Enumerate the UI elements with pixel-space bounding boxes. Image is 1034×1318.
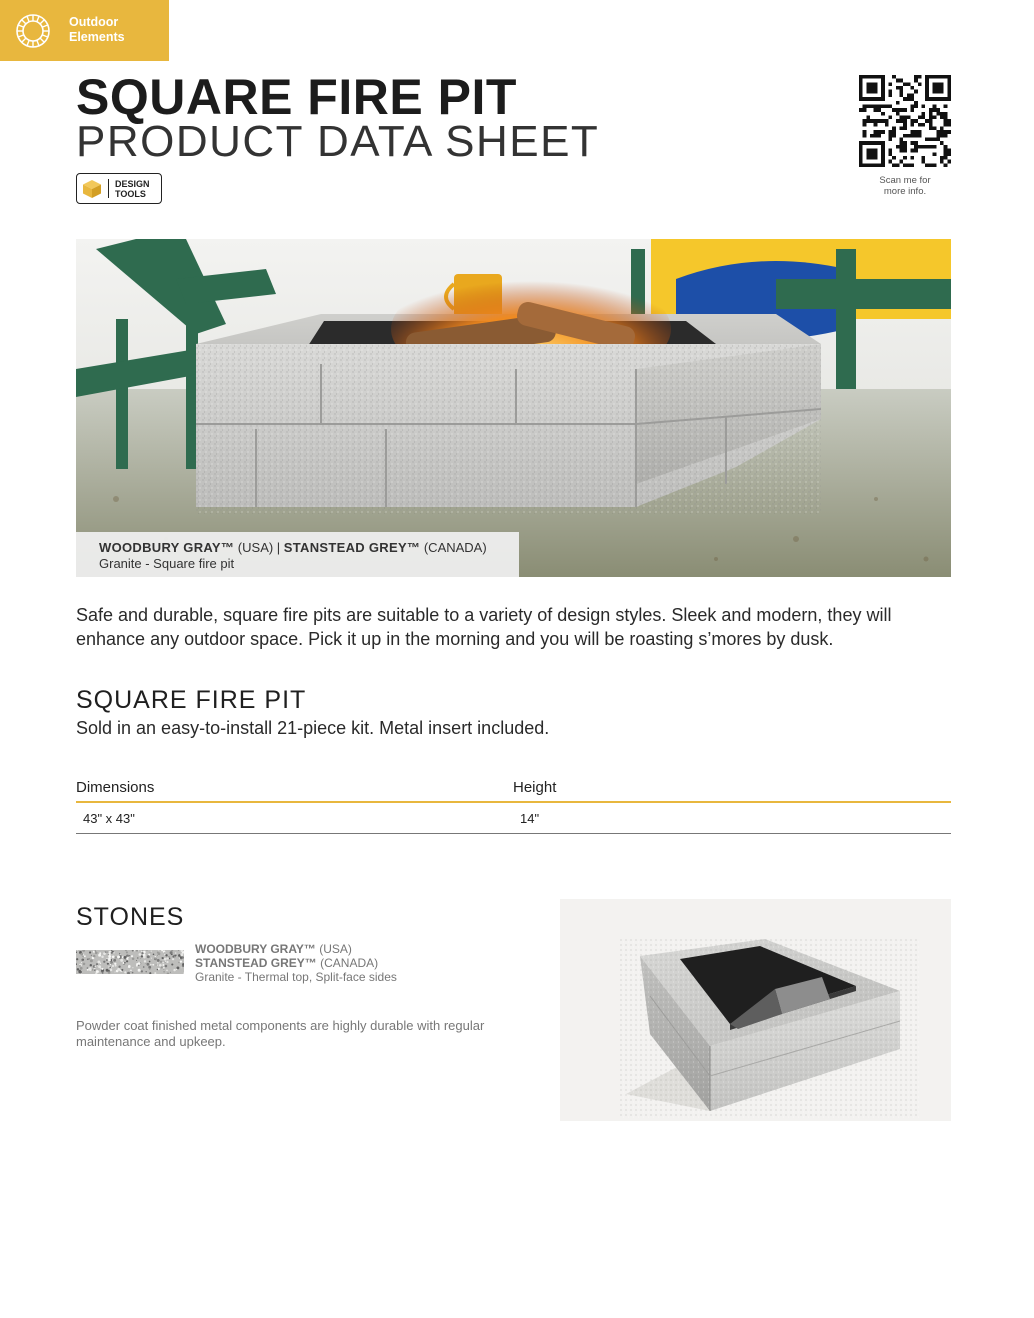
hero-photo [76, 239, 951, 577]
stone-name-us: WOODBURY GRAY™ [195, 942, 316, 956]
spec-table-header [76, 776, 951, 803]
design-tools-line-2: TOOLS [115, 188, 146, 199]
brand-tab[interactable] [0, 0, 169, 61]
spec-table [76, 776, 951, 834]
hero-caption [76, 532, 519, 577]
page-subtitle: PRODUCT DATA SHEET [76, 117, 600, 166]
cell-height: 14" [520, 811, 540, 826]
design-tools-button[interactable] [76, 173, 162, 204]
brand-line-1: Outdoor [69, 15, 119, 29]
header-height: Height [513, 779, 557, 796]
qr-caption-line-2: more info. [883, 186, 927, 197]
qr-code-icon[interactable] [859, 75, 951, 167]
product-section-subtitle: Sold in an easy-to-install 21-piece kit. Metal insert included. [76, 718, 550, 738]
badge-divider [108, 179, 109, 198]
product-section-title: SQUARE FIRE PIT [76, 686, 307, 714]
stone-region-us: (USA) [315, 942, 352, 956]
stone-finish: Granite - Thermal top, Split-face sides [195, 970, 397, 984]
stone-line-ca [195, 956, 397, 970]
design-tools-line-1: DESIGN [115, 178, 150, 189]
design-tools-label [115, 179, 150, 199]
brand-name [69, 15, 125, 45]
stone-line-us [195, 942, 397, 956]
table-row [76, 803, 951, 834]
sun-logo-icon [14, 12, 52, 50]
stone-name-ca: STANSTEAD GREY™ [195, 956, 317, 970]
intro-paragraph: Safe and durable, square fire pits are suitable to a variety of design styles. Sleek and modern, they will enhance any outdoor space. Pick it up in the morning and you will be roasting s’mores by dusk. [76, 605, 892, 649]
stone-name-us: WOODBURY GRAY™ [99, 540, 235, 555]
fire-pit-render [560, 899, 951, 1121]
hero-caption-line-2: Granite - Square fire pit [99, 556, 235, 571]
granite-swatch [76, 950, 184, 974]
stone-region-ca: (CANADA) [316, 956, 379, 970]
powder-coat-note: Powder coat finished metal components are highly durable with regular maintenance and upkeep. [76, 1018, 485, 1049]
stone-name-ca: STANSTEAD GREY™ [283, 540, 421, 555]
region-us: (USA) | [234, 540, 284, 555]
stones-section-title: STONES [76, 903, 185, 931]
page-title: SQUARE FIRE PIT [76, 69, 517, 125]
header-dimensions: Dimensions [76, 779, 155, 796]
cell-dimensions: 43" x 43" [83, 811, 135, 826]
qr-caption [855, 175, 955, 197]
stone-info [195, 942, 397, 984]
cube-icon [82, 179, 102, 199]
brand-line-2: Elements [69, 30, 125, 44]
qr-caption-line-1: Scan me for [879, 175, 931, 186]
region-ca: (CANADA) [420, 540, 487, 555]
hero-caption-line-1 [99, 540, 519, 556]
